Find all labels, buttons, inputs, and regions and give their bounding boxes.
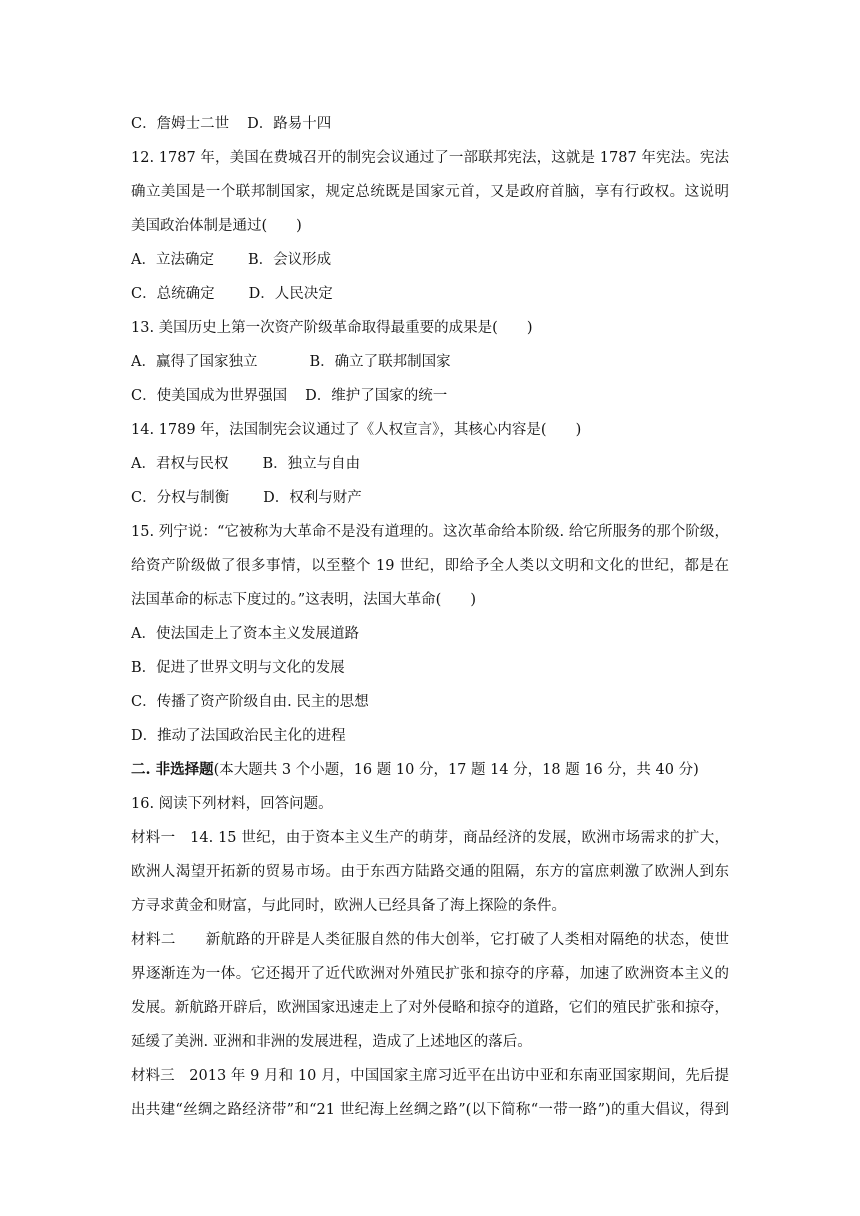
q16-material2-line-2: 界逐渐连为一体。它还揭开了近代欧洲对外殖民扩张和掠夺的序幕，加速了欧洲资本主义的 bbox=[131, 966, 729, 982]
q15-option-c: C．传播了资产阶级自由. 民主的思想 bbox=[131, 694, 369, 710]
q12-stem-line-2: 确立美国是一个联邦制国家，规定总统既是国家元首，又是政府首脑，享有行政权。这说明 bbox=[131, 184, 729, 200]
q14-options-ab bbox=[131, 447, 729, 481]
q16-material1-line-1: 材料一 14. 15 世纪，由于资本主义生产的萌芽，商品经济的发展，欧洲市场需求的扩大， bbox=[131, 830, 729, 846]
q12-option-c: C．总统确定 bbox=[131, 286, 215, 302]
q16-material1-line-2: 欧洲人渴望开拓新的贸易市场。由于东西方陆路交通的阻隔，东方的富庶刺激了欧洲人到东 bbox=[131, 864, 729, 880]
q14-option-c: C．分权与制衡 bbox=[131, 490, 230, 506]
q13-option-b: B．确立了联邦制国家 bbox=[309, 354, 451, 370]
q11-options-cd bbox=[131, 107, 729, 141]
q15-stem-line-2: 给资产阶级做了很多事情，以至整个 19 世纪，即给予全人类以文明和文化的世纪，都是在 bbox=[131, 558, 729, 574]
q13-options-cd bbox=[131, 379, 729, 413]
q12-stem-line-3: 美国政治体制是通过( ) bbox=[131, 218, 302, 234]
q15-option-d: D．推动了法国政治民主化的进程 bbox=[131, 728, 346, 744]
q16-material2-line-3: 发展。新航路开辟后，欧洲国家迅速走上了对外侵略和掠夺的道路，它们的殖民扩张和掠夺， bbox=[131, 1000, 729, 1016]
q13-options-ab bbox=[131, 345, 729, 379]
q16-stem: 16. 阅读下列材料，回答问题。 bbox=[131, 796, 333, 812]
q12-option-d: D．人民决定 bbox=[248, 286, 333, 302]
q15-option-b: B．促进了世界文明与文化的发展 bbox=[131, 660, 345, 676]
section2-heading-line bbox=[131, 753, 729, 787]
q14-option-b: B．独立与自由 bbox=[262, 456, 361, 472]
q15-option-a: A．使法国走上了资本主义发展道路 bbox=[131, 626, 359, 642]
q16-material3-line-2: 出共建“丝绸之路经济带”和“21 世纪海上丝绸之路”(以下简称“一带一路”)的重大倡议，得到 bbox=[131, 1102, 729, 1118]
q16-material3-line-1: 材料三 2013 年 9 月和 10 月，中国国家主席习近平在出访中亚和东南亚国家期间，先后提 bbox=[131, 1068, 729, 1084]
q12-option-a: A．立法确定 bbox=[131, 252, 214, 268]
q14-option-d: D．权利与财产 bbox=[263, 490, 362, 506]
q13-option-d: D．维护了国家的统一 bbox=[305, 388, 448, 404]
q12-stem-line-1: 12. 1787 年，美国在费城召开的制宪会议通过了一部联邦宪法，这就是 1787 年宪法。宪法 bbox=[131, 150, 729, 166]
q14-stem: 14. 1789 年，法国制宪会议通过了《人权宣言》，其核心内容是( ) bbox=[131, 422, 582, 438]
section2-heading: 二. 非选择题 bbox=[131, 761, 214, 778]
q15-stem-line-3: 法国革命的标志下度过的。”这表明，法国大革命( ) bbox=[131, 592, 476, 608]
section2-note: (本大题共 3 个小题，16 题 10 分，17 题 14 分，18 题 16 分，共 40 分) bbox=[213, 762, 699, 778]
q15-stem-line-1: 15. 列宁说：“它被称为大革命不是没有道理的。这次革命给本阶级. 给它所服务的那个阶级， bbox=[131, 524, 729, 540]
q13-stem: 13. 美国历史上第一次资产阶级革命取得最重要的成果是( ) bbox=[131, 320, 533, 336]
q12-options-ab bbox=[131, 243, 729, 277]
q13-option-c: C．使美国成为世界强国 bbox=[131, 388, 288, 404]
q12-options-cd bbox=[131, 277, 729, 311]
q14-options-cd bbox=[131, 481, 729, 515]
q11-option-d: D．路易十四 bbox=[247, 116, 332, 132]
q12-option-b: B．会议形成 bbox=[247, 252, 332, 268]
q13-option-a: A．赢得了国家独立 bbox=[131, 354, 258, 370]
q16-material1-line-3: 方寻求黄金和财富，与此同时，欧洲人已经具备了海上探险的条件。 bbox=[131, 898, 566, 914]
q16-material2-line-1: 材料二 新航路的开辟是人类征服自然的伟大创举，它打破了人类相对隔绝的状态，使世 bbox=[131, 932, 729, 948]
q11-option-c: C．詹姆士二世 bbox=[131, 116, 230, 132]
q16-material2-line-4: 延缓了美洲. 亚洲和非洲的发展进程，造成了上述地区的落后。 bbox=[131, 1034, 532, 1050]
q14-option-a: A．君权与民权 bbox=[131, 456, 229, 472]
